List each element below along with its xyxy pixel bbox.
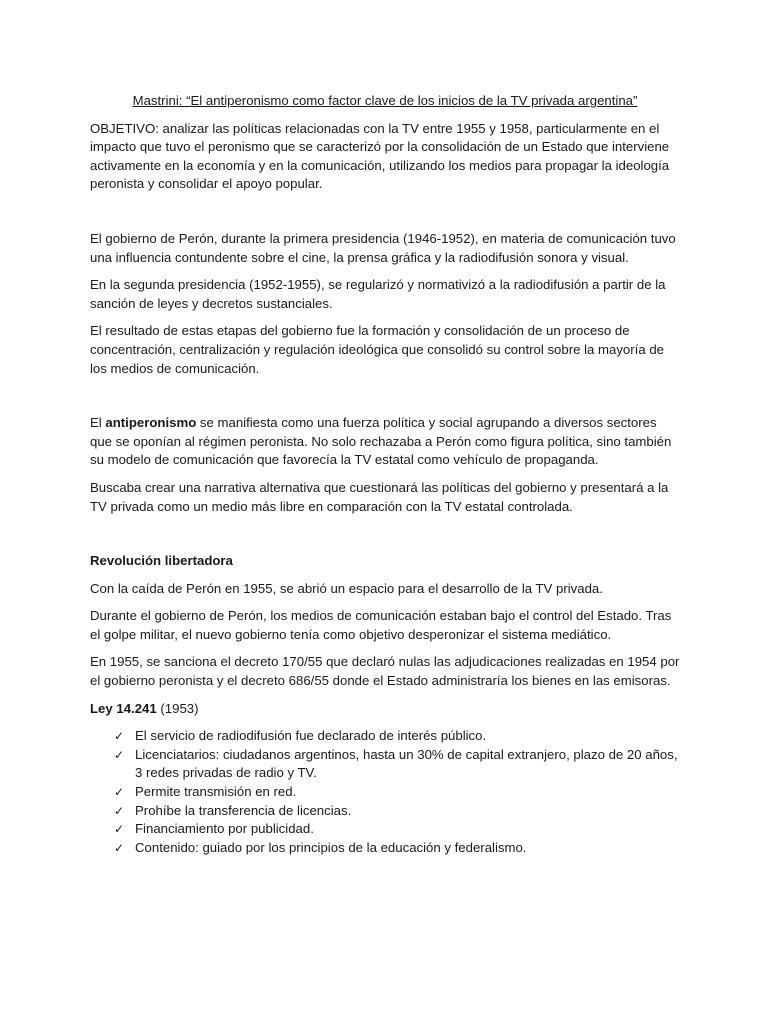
antiperonismo-text: se manifiesta como una fuerza política y social agrupando a diversos sectores que se oponían al régimen peronista. No solo rechazaba a Perón como figura política, sino también su modelo de comunicación que favorecía la TV estatal como vehículo de propaganda. (90, 415, 672, 468)
list-item (90, 727, 680, 746)
antiperonismo-paragraph (90, 414, 680, 470)
revolucion-heading: Revolución libertadora (90, 553, 233, 569)
checkmark-icon: ✓ (114, 822, 125, 837)
control-estado-paragraph: Durante el gobierno de Perón, los medios de comunicación estaban bajo el control del Estado. Tras el golpe militar, el nuevo gobierno tenía como objetivo desperonizar el sistema mediático. (90, 608, 672, 642)
list-item-text: El servicio de radiodifusión fue declarado de interés público. (135, 728, 487, 744)
peron-second-presidency-paragraph: En la segunda presidencia (1952-1955), se regularizó y normativizó a la radiodifusión a partir de la sanción de leyes y decretos sustanciales. (90, 277, 666, 311)
list-item-text: Licenciatarios: ciudadanos argentinos, hasta un 30% de capital extranjero, plazo de 20 años, 3 redes privadas de radio y TV. (135, 746, 678, 781)
peron-result-paragraph: El resultado de estas etapas del gobierno fue la formación y consolidación de un proceso de concentración, centralización y regulación ideológica que consolidó su control sobre la mayoría de los medios de comunicación. (90, 323, 664, 376)
ley-heading (90, 700, 680, 719)
list-item-text: Contenido: guiado por los principios de la educación y federalismo. (135, 839, 527, 855)
list-item-text: Prohíbe la transferencia de licencias. (135, 802, 352, 818)
document-body (90, 92, 680, 857)
objective-paragraph: OBJETIVO: analizar las políticas relacionadas con la TV entre 1955 y 1958, particularmente en el impacto que tuvo el peronismo que se caracterizó por la consolidación de un Estado que interviene activamente en la economía y en la comunicación, utilizando los medios para propagar la ideología peronista y consolidar el apoyo popular. (90, 120, 670, 192)
antiperonismo-term: antiperonismo (105, 415, 197, 431)
list-item (90, 839, 680, 858)
checkmark-icon: ✓ (114, 840, 125, 855)
caida-peron-paragraph: Con la caída de Perón en 1955, se abrió un espacio para el desarrollo de la TV privada. (90, 580, 603, 596)
list-item (90, 746, 680, 783)
list-item (90, 802, 680, 821)
spacer (90, 525, 680, 552)
narrative-paragraph: Buscaba crear una narrativa alternativa que cuestionará las políticas del gobierno y presentará a la TV privada como un medio más libre en comparación con la TV estatal controlada. (90, 479, 669, 514)
checkmark-icon: ✓ (114, 729, 125, 744)
checkmark-icon: ✓ (114, 803, 125, 818)
ley-name: Ley 14.241 (90, 700, 157, 716)
checkmark-icon: ✓ (114, 747, 125, 762)
list-item (90, 783, 680, 802)
list-item-text: Financiamiento por publicidad. (135, 821, 314, 837)
checkmark-icon: ✓ (114, 785, 125, 800)
decretos-paragraph: En 1955, se sanciona el decreto 170/55 que declaró nulas las adjudicaciones realizadas en 1954 por el gobierno peronista y el decreto 686/55 donde el Estado administraría los bienes en las emisoras. (90, 654, 680, 689)
ley-checklist (90, 727, 680, 857)
antiperonismo-prefix: El (90, 415, 106, 431)
peron-first-presidency-paragraph: El gobierno de Perón, durante la primera presidencia (1946-1952), en materia de comunicación tuvo una influencia contundente sobre el cine, la prensa gráfica y la radiodifusión sonora y visual. (90, 230, 676, 265)
list-item-text: Permite transmisión en red. (135, 784, 297, 800)
ley-year: (1953) (156, 700, 199, 716)
spacer (90, 203, 680, 230)
document-title: Mastrini: “El antiperonismo como factor clave de los inicios de la TV privada argentina” (132, 93, 638, 108)
spacer (90, 387, 680, 414)
list-item (90, 820, 680, 839)
